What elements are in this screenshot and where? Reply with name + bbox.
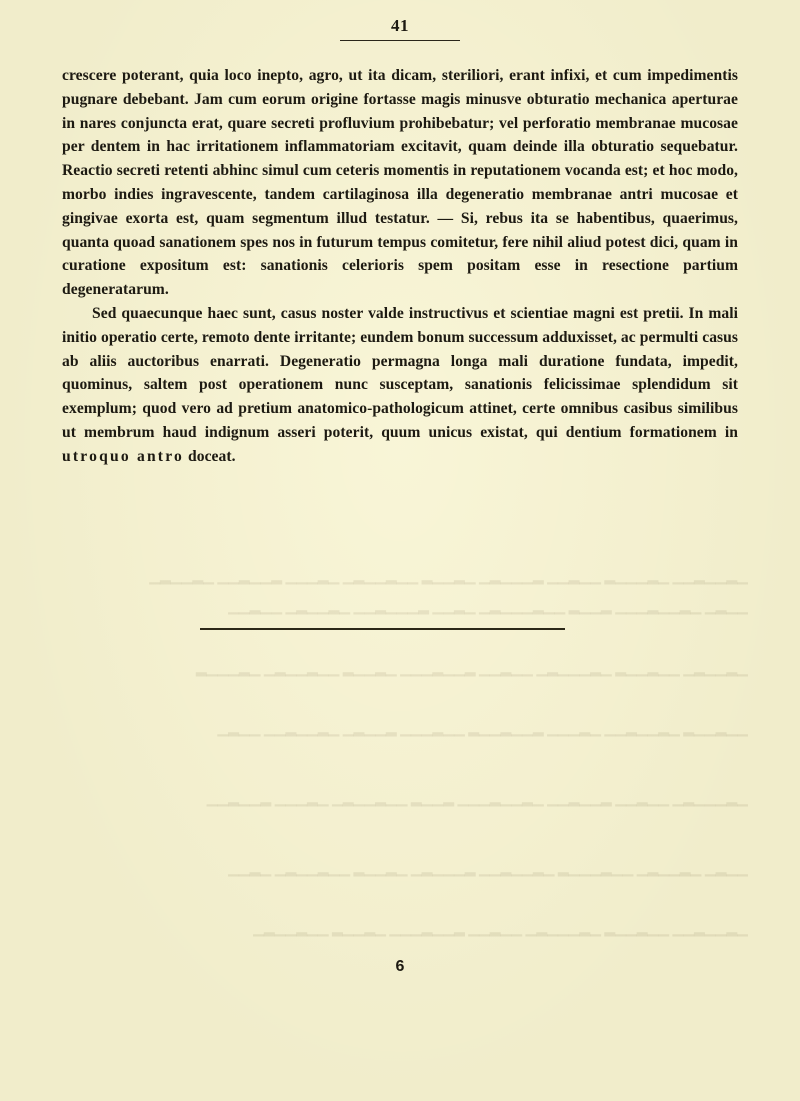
signature-mark: 6 [395, 958, 405, 975]
bleed-through-rule [200, 628, 565, 630]
document-page: 41 crescere poterant, quia loco inepto, agro, ut ita dicam, steriliori, erant infixi, et cum impedimentis pugnare debebant. Jam cum eorum origine fortasse magis minusve obturatio mechanica aperturae in nares conjuncta erat, quare secreti profluvium prohibebatur; vel perforatio membranae mucosae per dentem in hac irritationem inflammatoriam excitavit, quam deinde illa obturatio sequebatur. Reactio secreti retenti abhinc simul cum ceteris momentis in reputationem vocanda est; et hoc modo, morbo indies ingravescente, tandem cartilaginosa illa degeneratio membranae antri mucosae et gingivae exorta est, quam segmentum illud testatur. — Si, rebus ita se habentibus, quaerimus, quanta quoad sanationem spes nos in futurum tempus comitetur, fere nihil aliud potest dici, quam in curatione expositum est: sanationis celerioris spem positam esse in resectione partium degeneratarum. Sed quaecunque haec sunt, casus noster valde instructivus et scientiae magni est pretii. In mali initio operatio certe, remoto dente irritante; eundem bonum successum adduxisset, ac permulti casus ab aliis auctoribus enarrati. Degeneratio permagna longa mali duratione fundata, impedit, quominus, saltem post operationem nunc susceptam, sanationis felicissimae splendidum sit exemplum; quod vero ad pretium anatomico-pathologicum attinet, certe omnibus casibus similibus ut membrum haud indignum asseri poterit, quum unicus existat, qui dentium formationem in utroquo antro doceat. ▁▂▁▁▂▁▁ ▁▂▁▁▁▂ ▁▁▂▁▁ ▂▁▁▁▂▁ ▁▂▁▁▂ ▁▁▂▁▁▂▁ ▁▂▁▁▁ ▂▁▁▂▁▁ ▁▂▁▁▂▁ ▁▁▂▁ ▁▂▁▁▂▁▁▁ ▂▁▁▂ ▁▁▂▁▁▁▂▁ ▁▂▁▁ ▂▁▁▁▂▁▁ ▁▂▁▁▂▁ ▁▁▂▁▁ ▁▂▁▁▂▁ ▁▁▂▁▁▂ ▁▂▁▁▁▂▁ ▁▁▂▁▁ ▂▁▁▂▁▁▁ ▁▂▁▁▂ ▁▁▂▁▁▂▁ ▁▂▁▁▁▂ ▁▁▂▁▁▂ ▁▂▁▁▂▁▁ ▁▂▁▁▁ ▂▁▁▂▁▁▂ ▁▁▂▁▁▁ ▂▁▁▂▁ ▁▂▁▁▂▁▁ ▁▁▂▁ ▁▂▁▁▁▂▁ ▁▁▂▁▁ ▂▁▁▂▁▁ ▁▂▁▁▂▁▁▁ ▂▁▁▂ ▁▁▂▁▁▂▁ ▁▂▁▁▁ ▂▁▁▂▁▁ ▁▁▂▁ ▁▂▁▁▂▁ ▁▁▂▁▁▁▂ ▁▂▁▁▂▁▁ ▂▁▁▁▂▁ ▁▂▁▁▂ ▁▁▂▁▁▂▁ ▁▂▁▁ ▁▂▁▁▂▁▁ ▁▁▂▁▁▂ ▁▂▁▁▁▂▁ ▁▁▂▁▁ ▂▁▁▂▁▁▁ ▁▂▁▁▂ ▁▁▂▁▁▂▁ 6 [0, 0, 800, 1101]
spaced-emphasis: utroquo antro [62, 447, 185, 465]
header-rule [340, 40, 460, 41]
paragraph-2-end: doceat. [188, 447, 236, 465]
body-text [62, 64, 738, 469]
page-number: 41 [391, 16, 409, 35]
paragraph-2-text: Sed quaecunque haec sunt, casus noster valde instructivus et scientiae magni est pretii. In mali initio operatio certe, remoto dente irritante; eundem bonum successum adduxisset, ac permulti casus ab aliis auctoribus enarrati. Degeneratio permagna longa mali duratione fundata, impedit, quominus, saltem post operationem nunc susceptam, sanationis felicissimae splendidum sit exemplum; quod vero ad pretium anatomico-pathologicum attinet, certe omnibus casibus similibus ut membrum haud indignum asseri poterit, quum unicus existat, qui dentium formationem in [62, 304, 738, 441]
paragraph-2 [62, 302, 738, 469]
paragraph-1 [62, 64, 738, 302]
paragraph-1-text: crescere poterant, quia loco inepto, agro, ut ita dicam, steriliori, erant infixi, et cum impedimentis pugnare debebant. Jam cum eorum origine fortasse magis minusve obturatio mechanica aperturae in nares conjuncta erat, quare secreti profluvium prohibebatur; vel perforatio membranae mucosae per dentem in hac irritationem inflammatoriam excitavit, quam deinde illa obturatio sequebatur. Reactio secreti retenti abhinc simul cum ceteris momentis in reputationem vocanda est; et hoc modo, morbo indies ingravescente, tandem cartilaginosa illa degeneratio membranae antri mucosae et gingivae exorta est, quam segmentum illud testatur. — Si, rebus ita se habentibus, quaerimus, quanta quoad sanationem spes nos in futurum tempus comitetur, fere nihil aliud potest dici, quam in curatione expositum est: sanationis celerioris spem positam esse in resectione partium degeneratarum. [62, 67, 738, 299]
